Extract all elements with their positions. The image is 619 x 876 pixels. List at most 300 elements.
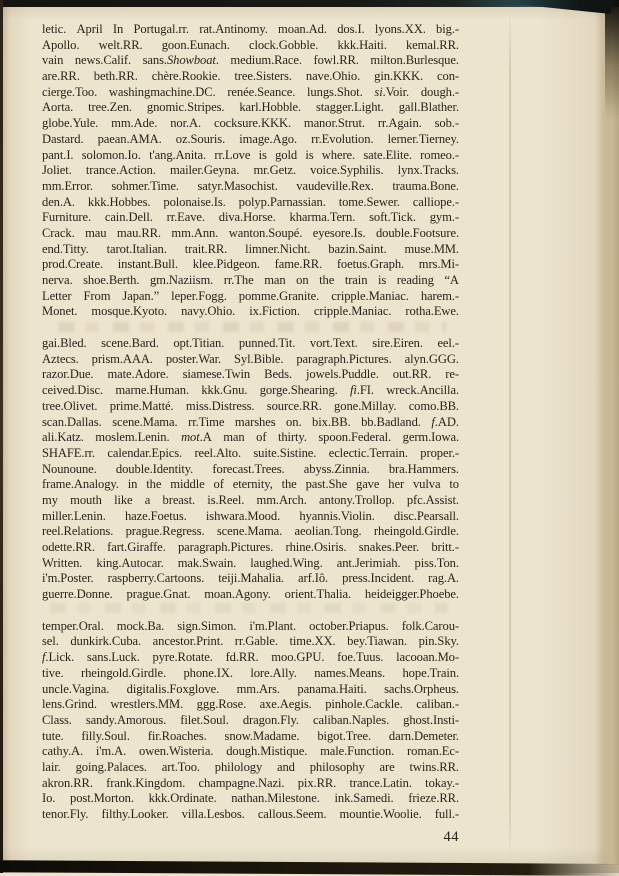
text-segment: prague.Regress. xyxy=(125,524,205,539)
italic-text: mot xyxy=(181,430,200,445)
word xyxy=(81,729,129,745)
text-segment: frame.Analogy. xyxy=(42,477,119,492)
text-segment: ix.Fiction. xyxy=(249,304,300,319)
text-segment: i'm.Plant. xyxy=(249,618,297,633)
word xyxy=(117,226,161,242)
word xyxy=(249,619,296,635)
word xyxy=(419,257,459,273)
text-segment: nathan.Milestone. xyxy=(231,791,320,806)
text-segment: mak.Swain. xyxy=(177,555,237,570)
word xyxy=(42,38,79,54)
text-segment: gave xyxy=(356,477,380,492)
text-segment: scene.Mama. xyxy=(112,414,178,429)
word xyxy=(42,242,89,258)
text-segment: fart.Giraffe. xyxy=(107,540,166,554)
text-line xyxy=(42,163,459,179)
text-segment: April xyxy=(76,22,103,36)
text-segment: pant.I. xyxy=(42,147,74,162)
word xyxy=(239,132,297,148)
text-line xyxy=(42,697,459,713)
word xyxy=(253,163,296,179)
text-line xyxy=(42,415,459,431)
word xyxy=(312,415,351,431)
text-line xyxy=(42,53,459,69)
text-segment: is xyxy=(258,147,267,162)
text-segment: is xyxy=(305,147,314,162)
word xyxy=(386,383,459,399)
text-segment: dos.I. xyxy=(337,22,365,36)
word xyxy=(171,289,227,305)
text-segment: moo.GPU. xyxy=(271,650,325,665)
text-segment: male.Function. xyxy=(320,744,395,759)
text-segment: ancestor.Print. xyxy=(152,634,224,649)
text-line xyxy=(42,571,459,587)
word xyxy=(306,477,348,493)
text-segment: like xyxy=(114,492,133,507)
word xyxy=(264,273,285,289)
word xyxy=(306,69,360,85)
text-segment: abyss.Zinnia. xyxy=(303,461,370,476)
word xyxy=(182,807,245,823)
word xyxy=(107,367,168,383)
text-line xyxy=(42,148,459,164)
word xyxy=(102,807,169,823)
text-segment: fir.Roaches. xyxy=(147,728,207,743)
text-segment: man xyxy=(264,273,286,287)
word xyxy=(94,69,138,85)
word xyxy=(226,650,259,666)
word xyxy=(126,524,205,540)
text-segment: full.- xyxy=(434,807,459,821)
text-segment: rheingold.Girdle. xyxy=(80,665,167,680)
text-segment: owen.Wisteria. xyxy=(139,744,214,759)
word xyxy=(42,22,66,38)
word xyxy=(394,509,459,525)
text-line xyxy=(42,257,459,273)
word xyxy=(76,760,147,776)
text-segment: tree.Sisters. xyxy=(234,69,292,84)
text-segment: limner.Nicht. xyxy=(245,241,311,256)
text-segment: phone.IX. xyxy=(183,665,233,680)
text-segment: snakes.Peer. xyxy=(358,540,420,554)
word xyxy=(183,367,251,383)
word xyxy=(42,509,106,525)
word xyxy=(107,446,182,462)
word xyxy=(92,352,153,368)
word xyxy=(170,477,204,493)
word xyxy=(380,760,395,776)
text-segment: rr.Love xyxy=(214,147,251,162)
text-segment: lacooan.Mo- xyxy=(396,650,459,665)
word xyxy=(99,38,143,54)
word xyxy=(42,430,84,446)
text-segment: globe.Yule. xyxy=(42,116,99,131)
word xyxy=(437,336,459,352)
word xyxy=(435,807,459,823)
text-segment: the xyxy=(281,477,297,492)
text-segment: mate.Adore. xyxy=(107,367,169,382)
word xyxy=(42,399,97,415)
text-segment: source.RR. xyxy=(266,398,322,413)
word xyxy=(42,571,94,587)
word xyxy=(415,556,459,572)
word xyxy=(199,776,285,792)
word xyxy=(145,493,151,509)
word xyxy=(166,352,221,368)
italic-text: si xyxy=(374,84,383,99)
text-segment: mm.Arch. xyxy=(256,492,307,507)
word xyxy=(234,69,291,85)
text-segment: october.Priapus. xyxy=(309,618,389,633)
text-segment: diva.Horse. xyxy=(218,210,276,225)
word xyxy=(214,116,291,132)
word xyxy=(285,587,351,603)
word xyxy=(115,383,189,399)
text-segment: is xyxy=(377,273,387,287)
word xyxy=(42,195,75,211)
word xyxy=(374,85,409,101)
word xyxy=(325,697,403,713)
text-segment: and xyxy=(277,759,295,774)
text-segment: ink.Samedi. xyxy=(334,791,394,806)
text-segment: ant.Jerimiah. xyxy=(336,555,401,570)
word xyxy=(444,273,459,289)
word xyxy=(42,383,103,399)
word xyxy=(256,430,266,446)
text-segment: paragraph.Pictures. xyxy=(296,351,392,366)
text-segment: navy.Ohio. xyxy=(181,304,236,319)
word xyxy=(122,289,159,305)
text-segment: heideigger.Phoebe. xyxy=(364,587,459,602)
text-segment: trait.RR. xyxy=(184,241,228,256)
text-segment: pinhole.Cackle. xyxy=(325,697,403,712)
word xyxy=(234,352,283,368)
word xyxy=(239,289,319,305)
text-segment: moan.Ad. xyxy=(278,22,327,36)
text-segment: a xyxy=(144,492,151,507)
text-segment: Io. xyxy=(42,791,56,806)
word xyxy=(331,289,409,305)
word xyxy=(42,415,102,431)
word xyxy=(117,619,164,635)
word xyxy=(305,148,313,164)
word xyxy=(271,650,324,666)
word xyxy=(278,430,307,446)
word xyxy=(186,399,255,415)
word xyxy=(365,587,459,603)
word xyxy=(388,477,404,493)
text-segment: orient.Thalia. xyxy=(284,587,352,602)
text-segment: lens.Grind. xyxy=(42,697,97,712)
text-segment: miller.Lenin. xyxy=(42,508,106,523)
text-segment: sate.Elite. xyxy=(363,147,412,162)
text-segment: mouth xyxy=(70,492,102,507)
word xyxy=(237,682,280,698)
text-segment: going.Palaces. xyxy=(75,759,147,774)
text-segment: news.Calif. xyxy=(74,53,132,68)
word xyxy=(82,148,141,164)
word xyxy=(42,132,84,148)
text-segment: marne.Human. xyxy=(115,383,189,398)
word xyxy=(421,289,459,305)
word xyxy=(42,666,64,682)
text-segment: of xyxy=(213,477,224,492)
text-segment: filthy.Looker. xyxy=(101,807,169,821)
text-line xyxy=(42,666,459,682)
text-segment: Class. xyxy=(42,712,72,727)
text-segment: hyannis.Violin. xyxy=(299,508,375,523)
word xyxy=(407,493,459,509)
word xyxy=(180,713,229,729)
text-segment: voice.Syphilis. xyxy=(310,163,384,178)
text-line xyxy=(42,477,459,493)
word xyxy=(267,399,322,415)
text-line xyxy=(42,430,459,446)
word xyxy=(42,273,73,289)
text-segment: double.Identity. xyxy=(115,461,194,476)
text-segment: axe.Aegis. xyxy=(259,697,312,712)
word xyxy=(304,462,370,478)
text-segment: lair. xyxy=(42,759,61,774)
text-segment: alyn.GGG. xyxy=(404,351,459,366)
text-segment: .AD. xyxy=(434,414,459,429)
word xyxy=(314,666,385,682)
word xyxy=(345,273,368,289)
word xyxy=(42,352,79,368)
text-segment: welt.RR. xyxy=(98,37,143,52)
word xyxy=(337,257,404,273)
word xyxy=(42,226,75,242)
word xyxy=(42,760,61,776)
word xyxy=(149,791,217,807)
word xyxy=(42,367,93,383)
word xyxy=(42,289,71,305)
text-segment: mm.Error. xyxy=(42,178,93,193)
word xyxy=(378,116,422,132)
word xyxy=(278,22,327,38)
text-segment: her xyxy=(388,477,405,492)
word xyxy=(42,116,98,132)
text-segment: nave.Ohio. xyxy=(305,69,361,84)
italic-text: f xyxy=(431,414,435,429)
word xyxy=(42,619,104,635)
text-segment: tome.Sewer. xyxy=(338,194,400,209)
text-line xyxy=(42,540,459,556)
word xyxy=(337,38,386,54)
text-segment: prague.Gnat. xyxy=(126,587,191,602)
word xyxy=(110,399,174,415)
text-segment: press.Incident. xyxy=(342,571,415,586)
text-segment: Furniture. xyxy=(42,210,92,225)
text-segment: vort.Text. xyxy=(309,336,358,351)
word xyxy=(399,100,459,116)
word xyxy=(42,69,80,85)
word xyxy=(42,446,95,462)
text-segment: mrs.Mi- xyxy=(418,257,459,272)
text-segment: jowels.Puddle. xyxy=(305,367,379,382)
word xyxy=(84,289,111,305)
text-line xyxy=(42,226,459,242)
word xyxy=(231,791,320,807)
text-segment: Apollo. xyxy=(42,37,80,52)
text-line xyxy=(42,210,459,226)
text-segment: cocksure.KKK. xyxy=(213,116,291,131)
text-segment: where. xyxy=(321,147,356,162)
text-segment: como.BB. xyxy=(408,398,459,413)
text-segment: Portugal.rr. xyxy=(133,22,189,36)
text-segment: mock.Ba. xyxy=(116,618,165,633)
text-segment: Dastard. xyxy=(42,131,84,146)
word xyxy=(42,304,77,320)
word xyxy=(329,446,408,462)
text-segment: teiji.Mahalia. xyxy=(218,571,284,586)
word xyxy=(404,242,458,258)
text-line xyxy=(42,336,459,352)
word xyxy=(319,273,334,289)
text-segment: in xyxy=(127,477,138,492)
word xyxy=(296,352,391,368)
text-segment: rr.The xyxy=(223,273,254,287)
word xyxy=(185,242,227,258)
word xyxy=(42,634,59,650)
word xyxy=(199,22,268,38)
page-text xyxy=(42,22,459,823)
word xyxy=(230,53,302,69)
text-segment: piss.Ton. xyxy=(414,555,459,570)
text-segment: dough.Mistique. xyxy=(226,744,308,759)
word xyxy=(42,210,91,226)
word xyxy=(334,399,396,415)
page-fold-line xyxy=(509,10,511,861)
word xyxy=(139,744,213,760)
text-segment: tree.Zen. xyxy=(88,100,132,115)
book-right-edge-shadow xyxy=(605,0,619,120)
text-segment: time.XX. xyxy=(289,634,336,649)
text-segment: end.Titty. xyxy=(42,241,89,256)
text-segment: t'ang.Anita. xyxy=(149,147,207,162)
text-line xyxy=(42,195,459,211)
text-segment: instant.Bull. xyxy=(117,257,179,272)
word xyxy=(374,69,423,85)
paragraph xyxy=(42,22,459,320)
text-segment: of xyxy=(256,430,267,445)
word xyxy=(430,210,459,226)
text-segment: Written. xyxy=(42,555,83,570)
word xyxy=(42,587,113,603)
text-segment: odette.RR. xyxy=(42,540,95,554)
word xyxy=(229,226,303,242)
text-segment: calendar.Epics. xyxy=(107,445,183,460)
text-segment: kkk.Ordinate. xyxy=(148,791,217,806)
text-segment: mm.Ann. xyxy=(171,225,219,240)
text-segment: ali.Katz. xyxy=(42,430,84,445)
word xyxy=(337,650,383,666)
word xyxy=(413,477,440,493)
text-segment: gym.- xyxy=(429,210,459,225)
text-segment: tute. xyxy=(42,728,64,743)
text-segment: In xyxy=(112,22,124,36)
word xyxy=(204,587,271,603)
word xyxy=(402,619,459,635)
text-segment: twins.RR. xyxy=(409,759,459,774)
word xyxy=(243,713,299,729)
text-segment: sans.Luck. xyxy=(86,650,140,665)
word xyxy=(113,22,123,38)
word xyxy=(77,22,103,38)
text-segment: fd.RR. xyxy=(225,650,259,665)
text-line xyxy=(42,493,459,509)
word xyxy=(342,571,414,587)
text-line xyxy=(42,682,459,698)
word xyxy=(398,163,459,179)
text-segment: post.Morton. xyxy=(70,791,134,806)
text-segment: bb.Badland. xyxy=(361,414,421,429)
text-segment: solomon.Io. xyxy=(81,147,141,162)
word xyxy=(206,509,280,525)
text-segment: goon.Eunach. xyxy=(161,37,230,52)
text-segment: paragraph.Pictures. xyxy=(177,540,274,554)
word xyxy=(389,462,459,478)
word xyxy=(42,524,113,540)
word xyxy=(260,697,312,713)
word xyxy=(405,352,459,368)
word xyxy=(215,760,262,776)
text-segment: tarot.Italian. xyxy=(106,241,167,256)
text-segment: trauma.Bone. xyxy=(392,178,459,193)
word xyxy=(193,257,260,273)
text-segment: middle xyxy=(170,477,205,492)
text-segment: breast. xyxy=(162,492,196,507)
word xyxy=(350,383,374,399)
text-segment: temper.Oral. xyxy=(42,618,104,633)
word xyxy=(148,729,207,745)
text-segment: tree.Olivet. xyxy=(42,398,98,413)
text-line xyxy=(42,744,459,760)
text-segment: kkk.Hobbes. xyxy=(87,194,151,209)
word xyxy=(183,666,232,682)
text-segment: ggg.Rose. xyxy=(196,697,247,712)
text-segment: ghost.Insti- xyxy=(403,712,459,727)
text-segment: opt.Titian. xyxy=(173,336,225,351)
word xyxy=(194,446,241,462)
word xyxy=(217,524,282,540)
text-segment: mau.RR. xyxy=(116,225,161,240)
italic-text: Showboat xyxy=(166,53,216,68)
word xyxy=(223,430,244,446)
text-segment: lungs.Shot. xyxy=(307,84,363,99)
text-segment: scan.Dallas. xyxy=(42,414,102,429)
text-segment: eyesore.Is. xyxy=(312,225,366,240)
word xyxy=(389,729,459,745)
text-segment: are xyxy=(379,759,395,774)
word xyxy=(239,100,301,116)
text-segment: medium.Race. xyxy=(230,53,302,68)
word xyxy=(374,524,459,540)
text-segment: lerner.Tierney. xyxy=(387,131,459,146)
word xyxy=(445,367,459,383)
text-segment: philology xyxy=(214,759,263,774)
italic-text: f xyxy=(42,650,46,665)
text-segment: beth.RR. xyxy=(93,69,138,84)
word xyxy=(42,163,72,179)
word xyxy=(170,116,201,132)
text-segment: scene.Bard. xyxy=(101,336,159,351)
word xyxy=(314,304,392,320)
text-segment: hope.Train. xyxy=(402,665,459,680)
text-segment: philosophy xyxy=(309,759,365,774)
word xyxy=(178,556,236,572)
word xyxy=(235,634,278,650)
